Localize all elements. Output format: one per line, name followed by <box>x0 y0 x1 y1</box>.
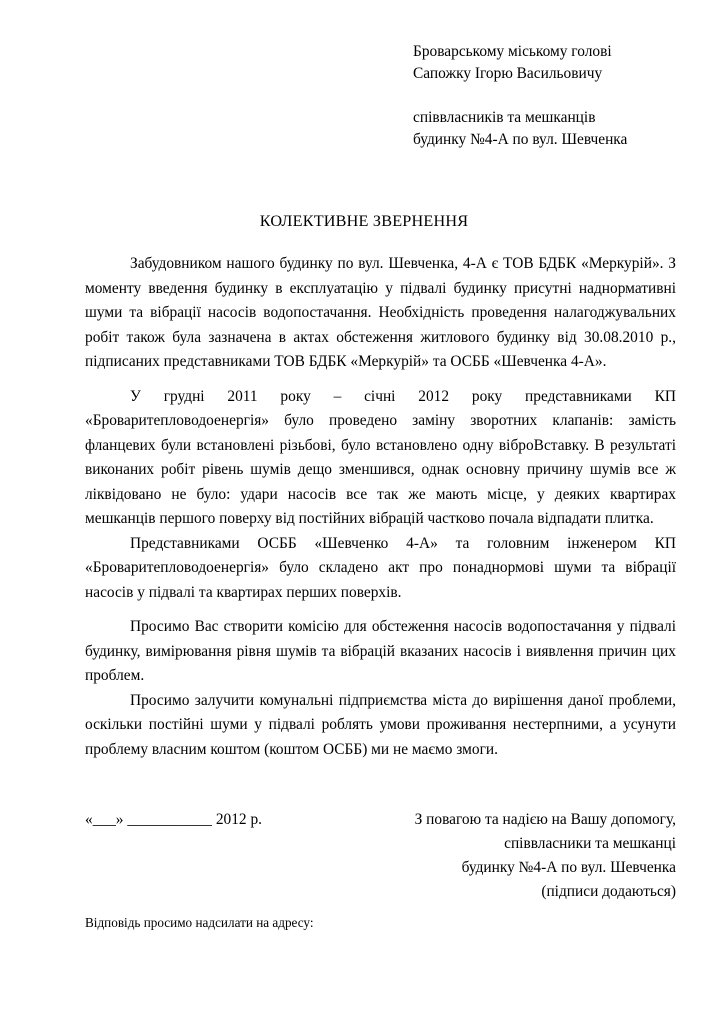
addressee-sender-line1: співвласників та мешканців <box>413 109 596 126</box>
addressee-block <box>413 41 627 151</box>
signature-regards: З повагою та надією на Вашу допомогу, <box>414 811 676 828</box>
addressee-spacer <box>413 85 627 107</box>
addressee-recipient-name: Сапожку Ігорю Васильовичу <box>413 65 603 82</box>
document-title: КОЛЕКТИВНЕ ЗВЕРНЕННЯ <box>259 212 469 230</box>
date-line: «___» ___________ 2012 р. <box>85 811 262 828</box>
paragraph-request-commission: Просимо Вас створити комісію для обстеження насосів водопостачання у підвалі будинку, вимірювання рівня шумів та вібрацій вказаних насосів і виявлення причин цих проблем. <box>85 618 676 684</box>
addressee-sender-line2: будинку №4-А по вул. Шевченка <box>413 131 628 148</box>
signature-building: будинку №4-А по вул. Шевченка <box>461 859 676 876</box>
paragraph-repairs: У грудні 2011 року – січні 2012 року представниками КП «Броваритепловодоенергія» було проведено заміну зворотних клапанів: замість фланцевих були встановлені різьбові, було встановлено одну віброВставку. В результаті виконаних робіт рівень шумів дещо зменшився, однак основну причину шумів все ж ліквідовано не було: удари насосів все так же мають місце, у деяких квартирах мешканців першого поверху від постійних вібрацій частково почала відпадати плитка. <box>85 387 676 527</box>
paragraph-act: Представниками ОСББ «Шевченко 4-А» та головним інженером КП «Броваритепловодоенергія» було складено акт про понаднормові шуми та вібрації насосів у підвалі та квартирах перших поверхів. <box>85 534 676 601</box>
letter-body <box>85 252 676 762</box>
paragraph-developer: Забудовником нашого будинку по вул. Шевченка, 4-А є ТОВ БДБК «Меркурій». З моменту введення будинку в експлуатацію у підвалі будинку присутні наднормативні шуми та вібрації насосів водопостачання. Необхідність проведення налагоджувальних робіт також була зазначена в актах обстеження житлового будинку від 30.08.2010 р., підписаних представниками ТОВ БДБК «Меркурій» та ОСББ «Шевченка 4-А». <box>85 255 676 370</box>
reply-address-note: Відповідь просимо надсилати на адресу: <box>85 915 314 930</box>
addressee-recipient-title: Броварському міському голові <box>413 43 612 60</box>
signature-block <box>415 808 676 904</box>
signature-signers: співвласники та мешканці <box>504 835 676 852</box>
paragraph-request-utilities: Просимо залучити комунальні підприємства міста до вирішення даної проблеми, оскільки постійні шуми у підвалі роблять умови проживання нестерпними, а усунути проблему власним коштом (коштом ОСББ) ми не маємо змоги. <box>85 691 676 758</box>
signature-note: (підписи додаються) <box>541 883 676 900</box>
